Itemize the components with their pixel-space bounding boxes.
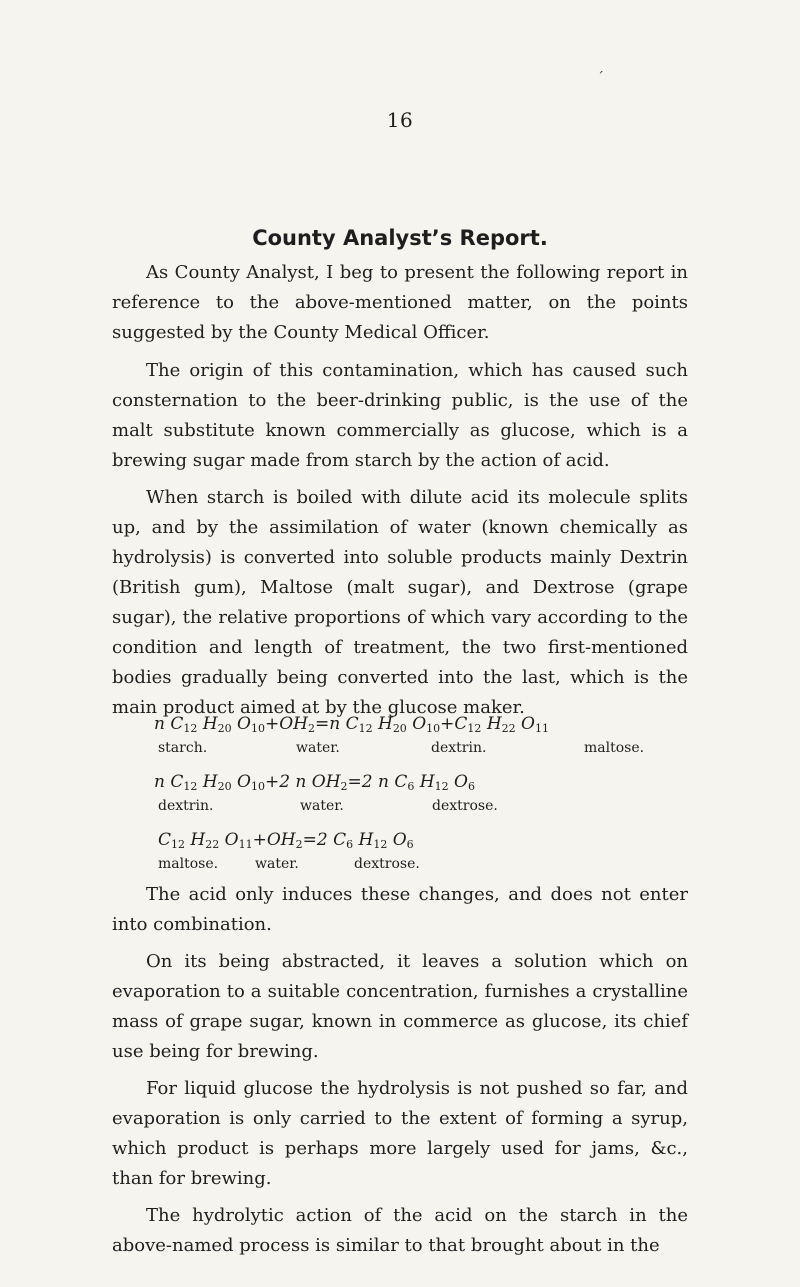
label-maltose: maltose. xyxy=(584,740,645,756)
page-number: 16 xyxy=(386,108,414,132)
equation-labels xyxy=(112,856,688,874)
report-title: County Analyst’s Report. xyxy=(252,226,548,250)
paragraph-hydrolytic-action: The hydrolytic action of the acid on the starch in the above-named process is similar to that brought about in the xyxy=(112,1205,688,1256)
paragraph-hydrolysis: When starch is boiled with dilute acid its molecule splits up, and by the assimilation of water (known chemically as hydrolysis) is converted into soluble products mainly Dextrin (British gum), Maltose (malt sugar), and Dextrose (grape sugar), the relative proportions of which vary according to the condition and length of treatment, the two first-mentioned bodies gradually being converted into the last, which is the main product aimed at by the glucose maker. xyxy=(112,487,688,718)
label-dextrose: dextrose. xyxy=(432,798,498,814)
stray-mark: ´ xyxy=(597,70,604,86)
equation-maltose xyxy=(112,829,688,874)
equation-starch xyxy=(112,713,688,758)
equation-labels xyxy=(112,740,688,758)
paragraph-intro: As County Analyst, I beg to present the following report in reference to the above-mentioned matter, on the points suggested by the County Medical Officer. xyxy=(112,262,688,343)
equation-formula: n $C_{12}$ $H_{20}$ $O_{10}+2$ n $OH_2=2$ n $C_6$ $H_{12}$ $O_6$ xyxy=(154,772,475,793)
label-dextrose: dextrose. xyxy=(354,856,420,872)
label-water: water. xyxy=(300,798,344,814)
paragraph-liquid-glucose: For liquid glucose the hydrolysis is not pushed so far, and evaporation is only carried to the extent of forming a syrup, which product is perhaps more largely used for jams, &c., than for brewing. xyxy=(112,1078,688,1189)
paragraph-acid: The acid only induces these changes, and does not enter into combination. xyxy=(112,884,688,935)
label-starch: starch. xyxy=(158,740,208,756)
equation-dextrin xyxy=(112,771,688,816)
equation-labels xyxy=(112,798,688,816)
equation-formula: $C_{12}$ $H_{22}$ $O_{11}+OH_2=2$ $C_6$ $H_{12}$ $O_6$ xyxy=(158,830,414,851)
paragraph-origin: The origin of this contamination, which has caused such consternation to the beer-drinking public, is the use of the malt substitute known commercially as glucose, which is a brewing sugar made from starch by the action of acid. xyxy=(112,360,688,471)
label-maltose: maltose. xyxy=(158,856,219,872)
label-dextrin: dextrin. xyxy=(158,798,214,814)
equation-formula: n $C_{12}$ $H_{20}$ $O_{10}+OH_2=n$ $C_{12}$ $H_{20}$ $O_{10}+C_{12}$ $H_{22}$ $O_{11}$ xyxy=(154,714,549,735)
label-water: water. xyxy=(255,856,299,872)
label-water: water. xyxy=(296,740,340,756)
label-dextrin: dextrin. xyxy=(431,740,487,756)
paragraph-abstraction: On its being abstracted, it leaves a solution which on evaporation to a suitable concentration, furnishes a crystalline mass of grape sugar, known in commerce as glucose, its chief use being for brewing. xyxy=(112,951,688,1062)
